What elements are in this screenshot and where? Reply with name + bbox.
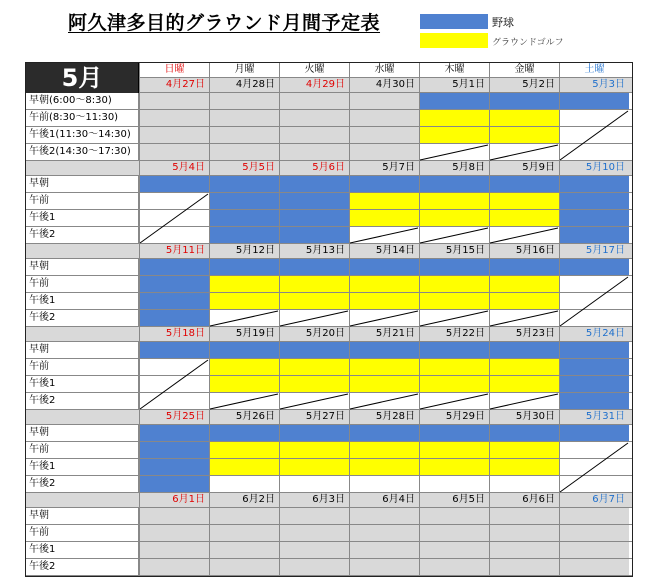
slot-cell-open — [559, 459, 629, 475]
slot-label: 午後1 — [26, 376, 139, 392]
date-cell: 5月28日 — [349, 410, 419, 424]
slot-cell-none — [279, 525, 349, 541]
slot-row — [26, 525, 632, 542]
slot-cell-none — [349, 110, 419, 126]
slot-cell-golf — [209, 293, 279, 309]
slot-cell-open — [139, 376, 209, 392]
slot-cell-golf — [489, 276, 559, 292]
slot-cell-baseball — [139, 442, 209, 458]
date-cell: 6月5日 — [419, 493, 489, 507]
date-cell: 5月2日 — [489, 78, 559, 92]
weekday-header: 日曜 — [139, 63, 209, 77]
slot-row — [26, 442, 632, 459]
slot-label: 早朝(6:00～8:30) — [26, 93, 139, 109]
weekday-header: 水曜 — [349, 63, 419, 77]
weeks-container — [26, 78, 632, 576]
slot-cell-baseball — [489, 259, 559, 275]
slot-cell-baseball — [489, 425, 559, 441]
slot-cell-baseball — [559, 425, 629, 441]
slot-cell-baseball — [419, 259, 489, 275]
slot-cell-baseball — [559, 259, 629, 275]
slot-cell-none — [279, 93, 349, 109]
date-cell: 5月14日 — [349, 244, 419, 258]
slot-cell-baseball — [559, 342, 629, 358]
slot-cell-open — [279, 310, 349, 326]
date-row — [26, 410, 632, 425]
date-cell: 5月24日 — [559, 327, 629, 341]
date-cell: 5月15日 — [419, 244, 489, 258]
legend-swatch-golf — [420, 33, 488, 48]
slot-cell-none — [209, 508, 279, 524]
slot-cell-golf — [419, 359, 489, 375]
slot-cell-open — [419, 144, 489, 160]
date-cell: 6月6日 — [489, 493, 559, 507]
slot-cell-open — [209, 393, 279, 409]
slot-cell-none — [209, 127, 279, 143]
slot-cell-none — [139, 127, 209, 143]
slot-label: 午後2 — [26, 476, 139, 492]
slot-cell-baseball — [559, 393, 629, 409]
slot-cell-golf — [419, 276, 489, 292]
slot-cell-none — [489, 542, 559, 558]
slot-cell-baseball — [349, 425, 419, 441]
slot-label: 午前 — [26, 359, 139, 375]
slot-cell-open — [349, 476, 419, 492]
slot-cell-open — [559, 144, 629, 160]
slot-cell-golf — [279, 442, 349, 458]
slot-cell-baseball — [279, 425, 349, 441]
schedule-table — [25, 62, 633, 577]
slot-cell-golf — [209, 276, 279, 292]
slot-cell-golf — [489, 442, 559, 458]
slot-cell-golf — [419, 127, 489, 143]
legend-swatch-baseball — [420, 14, 488, 29]
slot-cell-baseball — [419, 342, 489, 358]
slot-cell-none — [419, 542, 489, 558]
slot-cell-none — [139, 144, 209, 160]
slot-cell-golf — [489, 110, 559, 126]
slot-label: 午後1 — [26, 542, 139, 558]
slot-cell-none — [349, 144, 419, 160]
slot-label: 早朝 — [26, 259, 139, 275]
slot-cell-none — [349, 542, 419, 558]
slot-cell-baseball — [279, 342, 349, 358]
slot-cell-baseball — [489, 176, 559, 192]
slot-cell-open — [559, 276, 629, 292]
date-cell: 6月1日 — [139, 493, 209, 507]
slot-cell-none — [349, 559, 419, 575]
slot-cell-golf — [349, 359, 419, 375]
slot-cell-baseball — [279, 210, 349, 226]
slot-cell-open — [489, 393, 559, 409]
slot-cell-none — [139, 525, 209, 541]
slot-cell-none — [559, 508, 629, 524]
slot-cell-golf — [489, 127, 559, 143]
slot-label: 午前(8:30～11:30) — [26, 110, 139, 126]
slot-cell-baseball — [279, 259, 349, 275]
slot-cell-none — [209, 525, 279, 541]
slot-cell-golf — [209, 376, 279, 392]
slot-cell-none — [279, 559, 349, 575]
slot-cell-golf — [419, 193, 489, 209]
slot-cell-golf — [349, 210, 419, 226]
date-cell: 6月2日 — [209, 493, 279, 507]
slot-cell-none — [489, 508, 559, 524]
slot-cell-none — [209, 559, 279, 575]
date-cell: 5月19日 — [209, 327, 279, 341]
slot-cell-none — [279, 127, 349, 143]
slot-cell-golf — [419, 442, 489, 458]
slot-label: 午後1(11:30～14:30) — [26, 127, 139, 143]
date-cell: 5月30日 — [489, 410, 559, 424]
date-cell: 4月29日 — [279, 78, 349, 92]
slot-label: 午前 — [26, 193, 139, 209]
slot-row — [26, 393, 632, 410]
slot-row — [26, 376, 632, 393]
slot-row — [26, 210, 632, 227]
weekday-header: 月曜 — [209, 63, 279, 77]
slot-cell-open — [559, 293, 629, 309]
slot-cell-golf — [419, 459, 489, 475]
slot-cell-baseball — [209, 425, 279, 441]
slot-cell-golf — [209, 442, 279, 458]
slot-row — [26, 227, 632, 244]
slot-row — [26, 110, 632, 127]
slot-row — [26, 276, 632, 293]
slot-label: 午後2 — [26, 393, 139, 409]
date-cell: 5月12日 — [209, 244, 279, 258]
slot-cell-open — [489, 144, 559, 160]
slot-row — [26, 176, 632, 193]
slot-cell-baseball — [209, 259, 279, 275]
date-cell: 5月21日 — [349, 327, 419, 341]
slot-cell-baseball — [559, 176, 629, 192]
slot-label: 午後1 — [26, 459, 139, 475]
slot-cell-baseball — [139, 310, 209, 326]
slot-label: 早朝 — [26, 425, 139, 441]
slot-row — [26, 476, 632, 493]
slot-cell-none — [349, 525, 419, 541]
slot-cell-golf — [489, 459, 559, 475]
slot-row — [26, 542, 632, 559]
slot-cell-none — [139, 542, 209, 558]
date-cell: 5月18日 — [139, 327, 209, 341]
slot-row — [26, 144, 632, 161]
legend-label-baseball: 野球 — [492, 16, 514, 29]
slot-cell-none — [139, 110, 209, 126]
slot-cell-none — [139, 508, 209, 524]
slot-row — [26, 342, 632, 359]
slot-cell-baseball — [139, 459, 209, 475]
slot-cell-open — [489, 227, 559, 243]
slot-row — [26, 559, 632, 576]
slot-cell-open — [559, 310, 629, 326]
slot-cell-golf — [419, 376, 489, 392]
slot-cell-golf — [349, 193, 419, 209]
slot-cell-none — [559, 542, 629, 558]
slot-cell-open — [419, 393, 489, 409]
slot-cell-golf — [419, 293, 489, 309]
slot-cell-open — [559, 110, 629, 126]
slot-cell-baseball — [559, 193, 629, 209]
slot-cell-baseball — [279, 193, 349, 209]
date-cell: 5月16日 — [489, 244, 559, 258]
date-cell: 5月7日 — [349, 161, 419, 175]
date-cell: 5月31日 — [559, 410, 629, 424]
date-cell: 5月27日 — [279, 410, 349, 424]
slot-cell-open — [489, 310, 559, 326]
slot-row — [26, 193, 632, 210]
slot-cell-open — [279, 476, 349, 492]
slot-row — [26, 425, 632, 442]
slot-cell-open — [349, 227, 419, 243]
page-title: 阿久津多目的グラウンド月間予定表 — [68, 12, 381, 34]
slot-cell-baseball — [559, 93, 629, 109]
slot-cell-open — [279, 393, 349, 409]
week-block — [26, 493, 632, 576]
date-cell: 5月13日 — [279, 244, 349, 258]
slot-cell-baseball — [419, 176, 489, 192]
slot-cell-baseball — [349, 176, 419, 192]
slot-cell-baseball — [559, 376, 629, 392]
slot-cell-none — [419, 525, 489, 541]
date-cell: 4月27日 — [139, 78, 209, 92]
slot-cell-open — [489, 476, 559, 492]
slot-cell-golf — [349, 376, 419, 392]
slot-cell-baseball — [279, 176, 349, 192]
week-block — [26, 327, 632, 410]
date-row — [26, 493, 632, 508]
date-cell: 5月4日 — [139, 161, 209, 175]
slot-row — [26, 359, 632, 376]
slot-cell-golf — [489, 359, 559, 375]
slot-cell-none — [279, 144, 349, 160]
date-cell: 5月22日 — [419, 327, 489, 341]
slot-cell-baseball — [139, 293, 209, 309]
date-cell: 5月1日 — [419, 78, 489, 92]
slot-cell-golf — [349, 293, 419, 309]
slot-cell-none — [279, 508, 349, 524]
slot-cell-baseball — [209, 176, 279, 192]
slot-label: 午後2(14:30～17:30) — [26, 144, 139, 160]
slot-row — [26, 93, 632, 110]
slot-label: 午前 — [26, 525, 139, 541]
week-block — [26, 244, 632, 327]
date-cell: 5月8日 — [419, 161, 489, 175]
date-cell: 4月30日 — [349, 78, 419, 92]
slot-cell-baseball — [139, 425, 209, 441]
slot-row — [26, 459, 632, 476]
slot-cell-baseball — [559, 359, 629, 375]
slot-cell-baseball — [139, 476, 209, 492]
slot-cell-open — [349, 310, 419, 326]
slot-cell-baseball — [349, 342, 419, 358]
slot-cell-golf — [349, 276, 419, 292]
slot-cell-none — [559, 559, 629, 575]
weekday-header: 金曜 — [489, 63, 559, 77]
date-cell: 5月25日 — [139, 410, 209, 424]
slot-cell-open — [139, 227, 209, 243]
slot-cell-none — [419, 508, 489, 524]
slot-cell-open — [139, 210, 209, 226]
date-cell: 5月17日 — [559, 244, 629, 258]
slot-cell-none — [279, 542, 349, 558]
date-cell: 6月3日 — [279, 493, 349, 507]
date-cell: 5月9日 — [489, 161, 559, 175]
slot-label: 午後1 — [26, 293, 139, 309]
date-row — [26, 244, 632, 259]
date-row — [26, 161, 632, 176]
week-block — [26, 161, 632, 244]
slot-cell-baseball — [209, 210, 279, 226]
slot-row — [26, 293, 632, 310]
date-row — [26, 327, 632, 342]
slot-cell-open — [139, 193, 209, 209]
date-cell: 5月23日 — [489, 327, 559, 341]
slot-cell-baseball — [139, 259, 209, 275]
date-cell: 5月20日 — [279, 327, 349, 341]
date-cell: 5月5日 — [209, 161, 279, 175]
slot-cell-golf — [349, 459, 419, 475]
date-cell: 5月29日 — [419, 410, 489, 424]
slot-cell-none — [139, 559, 209, 575]
slot-label: 午後2 — [26, 227, 139, 243]
slot-cell-golf — [419, 210, 489, 226]
slot-cell-open — [419, 476, 489, 492]
slot-cell-baseball — [419, 425, 489, 441]
slot-cell-golf — [279, 293, 349, 309]
slot-label: 午後1 — [26, 210, 139, 226]
slot-cell-golf — [209, 459, 279, 475]
slot-cell-baseball — [139, 342, 209, 358]
slot-row — [26, 310, 632, 327]
slot-cell-baseball — [209, 342, 279, 358]
date-cell: 6月4日 — [349, 493, 419, 507]
slot-cell-baseball — [419, 93, 489, 109]
slot-cell-golf — [419, 110, 489, 126]
slot-cell-golf — [349, 442, 419, 458]
slot-cell-baseball — [209, 227, 279, 243]
slot-cell-golf — [489, 210, 559, 226]
slot-cell-open — [559, 127, 629, 143]
slot-cell-baseball — [349, 259, 419, 275]
slot-cell-none — [279, 110, 349, 126]
slot-cell-golf — [279, 359, 349, 375]
slot-cell-none — [489, 525, 559, 541]
slot-cell-open — [139, 393, 209, 409]
date-cell: 5月10日 — [559, 161, 629, 175]
slot-label: 午前 — [26, 442, 139, 458]
slot-cell-none — [209, 542, 279, 558]
slot-cell-open — [209, 476, 279, 492]
date-cell: 5月11日 — [139, 244, 209, 258]
slot-label: 午後2 — [26, 559, 139, 575]
slot-cell-open — [349, 393, 419, 409]
slot-cell-none — [139, 93, 209, 109]
slot-cell-none — [559, 525, 629, 541]
slot-cell-open — [209, 310, 279, 326]
slot-cell-golf — [279, 276, 349, 292]
slot-cell-open — [559, 442, 629, 458]
slot-cell-golf — [489, 193, 559, 209]
slot-cell-none — [349, 93, 419, 109]
slot-cell-none — [209, 110, 279, 126]
slot-cell-golf — [209, 359, 279, 375]
slot-label: 午後2 — [26, 310, 139, 326]
weekday-header: 火曜 — [279, 63, 349, 77]
slot-label: 午前 — [26, 276, 139, 292]
weekday-header: 土曜 — [559, 63, 629, 77]
week-block — [26, 410, 632, 493]
slot-cell-baseball — [279, 227, 349, 243]
slot-cell-none — [489, 559, 559, 575]
date-cell: 6月7日 — [559, 493, 629, 507]
slot-cell-baseball — [489, 342, 559, 358]
slot-cell-none — [209, 93, 279, 109]
slot-cell-none — [349, 508, 419, 524]
slot-cell-golf — [489, 376, 559, 392]
slot-cell-open — [139, 359, 209, 375]
slot-cell-none — [349, 127, 419, 143]
slot-row — [26, 508, 632, 525]
slot-cell-baseball — [559, 227, 629, 243]
slot-row — [26, 259, 632, 276]
slot-cell-baseball — [139, 276, 209, 292]
slot-cell-golf — [279, 459, 349, 475]
weekday-header: 木曜 — [419, 63, 489, 77]
date-cell: 5月26日 — [209, 410, 279, 424]
slot-cell-baseball — [139, 176, 209, 192]
date-cell: 5月6日 — [279, 161, 349, 175]
slot-cell-baseball — [209, 193, 279, 209]
legend-label-golf: グラウンドゴルフ — [492, 38, 564, 48]
slot-cell-open — [419, 227, 489, 243]
date-cell: 4月28日 — [209, 78, 279, 92]
slot-row — [26, 127, 632, 144]
slot-cell-none — [419, 559, 489, 575]
slot-cell-open — [419, 310, 489, 326]
slot-cell-open — [559, 476, 629, 492]
slot-cell-baseball — [559, 210, 629, 226]
slot-cell-golf — [279, 376, 349, 392]
slot-label: 早朝 — [26, 176, 139, 192]
slot-cell-baseball — [489, 93, 559, 109]
month-label: 5月 — [26, 63, 139, 93]
slot-label: 早朝 — [26, 508, 139, 524]
slot-cell-none — [209, 144, 279, 160]
slot-cell-golf — [489, 293, 559, 309]
slot-label: 早朝 — [26, 342, 139, 358]
date-cell: 5月3日 — [559, 78, 629, 92]
